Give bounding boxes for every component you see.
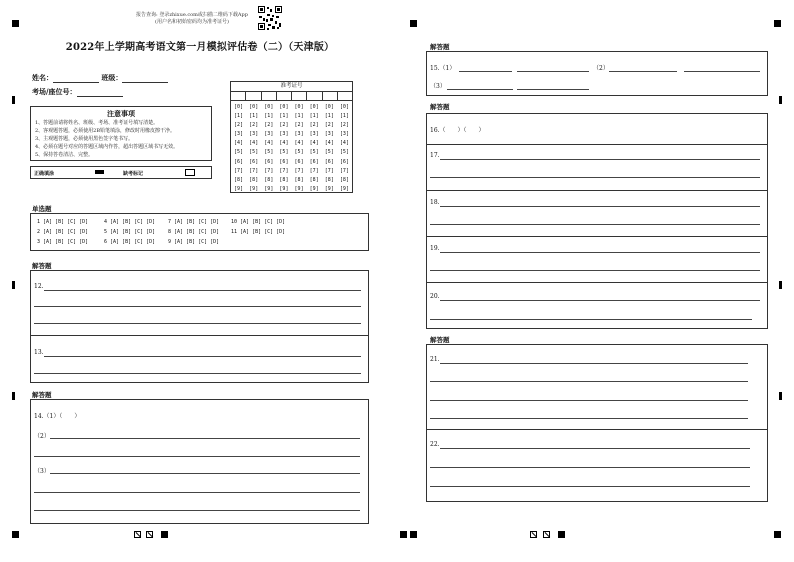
admission-digit-bubble[interactable]: [0] <box>234 104 244 110</box>
admission-digit-bubble[interactable]: [8] <box>249 176 259 183</box>
admission-digit-bubble[interactable]: [0] <box>294 104 304 110</box>
answer-line[interactable] <box>34 456 360 457</box>
admission-digit-column <box>279 103 288 194</box>
admission-digit-bubble[interactable]: [3] <box>264 131 274 138</box>
single-choice-box <box>30 213 369 251</box>
admission-digit-bubble[interactable]: [6] <box>234 158 244 165</box>
notes-title: 注意事项 <box>107 109 135 118</box>
admission-digit-bubble[interactable]: [1] <box>324 113 334 120</box>
corner-mark-bl <box>12 531 19 538</box>
mc-question-5[interactable]: 5 [A] [B] [C] [D] <box>104 229 156 235</box>
admission-digit-bubble[interactable]: [7] <box>324 167 334 174</box>
question-20-label: 20. <box>430 293 440 300</box>
admission-digit-bubble[interactable]: [1] <box>264 113 274 120</box>
mc-question-4[interactable]: 4 [A] [B] [C] [D] <box>104 219 156 225</box>
admission-digit-bubble[interactable]: [4] <box>279 140 289 147</box>
admission-digit-bubble[interactable]: [2] <box>339 122 349 129</box>
answer-line[interactable] <box>440 300 760 301</box>
page-mark-right-3 <box>558 531 565 538</box>
admission-digit-bubble[interactable]: [7] <box>234 167 244 174</box>
legend-box <box>30 166 212 179</box>
answer-line[interactable] <box>50 438 360 439</box>
answer-box-14 <box>30 399 369 524</box>
answer-line[interactable] <box>459 71 512 72</box>
section-answer-r3: 解答题 <box>430 336 450 344</box>
admission-digit-column <box>340 103 349 194</box>
section-answer-1: 解答题 <box>32 262 52 270</box>
admission-digit-bubble[interactable]: [8] <box>309 176 319 183</box>
admission-digit-bubble[interactable]: [3] <box>339 131 349 138</box>
admission-digit-bubble[interactable]: [2] <box>324 122 334 129</box>
question-12-label: 12. <box>34 283 44 290</box>
admission-digit-bubble[interactable]: [3] <box>234 131 244 138</box>
qr-code <box>257 5 283 31</box>
answer-line[interactable] <box>430 486 750 487</box>
absent-mark-checkbox[interactable] <box>185 169 195 176</box>
admission-digit-bubble[interactable]: [0] <box>324 104 334 110</box>
admission-digit-bubble[interactable]: [9] <box>339 185 349 192</box>
admission-digit-column <box>234 103 243 194</box>
answer-line[interactable] <box>430 418 748 419</box>
admission-digit-bubble[interactable]: [3] <box>294 131 304 138</box>
question-14-3-label: （3） <box>34 468 50 475</box>
question-22-label: 22. <box>430 441 440 448</box>
admission-digit-bubble[interactable]: [5] <box>249 149 259 156</box>
admission-digit-bubble[interactable]: [7] <box>279 167 289 174</box>
admission-digit-bubble[interactable]: [3] <box>309 131 319 138</box>
answer-box-13 <box>30 335 369 383</box>
report-note-line2: (用户名和初始密码均为准考证号) <box>155 19 229 25</box>
answer-line[interactable] <box>447 89 513 90</box>
admission-digit-column <box>249 103 258 194</box>
admission-digit-bubble[interactable]: [0] <box>279 104 289 110</box>
admission-digit-bubble[interactable]: [1] <box>279 113 289 120</box>
admission-digit-bubble[interactable]: [8] <box>324 176 334 183</box>
admission-digit-bubble[interactable]: [2] <box>264 122 274 129</box>
admission-digit-bubble[interactable]: [6] <box>294 158 304 165</box>
admission-digit-bubble[interactable]: [9] <box>249 185 259 192</box>
notes-box <box>30 106 212 161</box>
corner-mark-tr <box>774 20 781 27</box>
answer-line[interactable] <box>440 448 750 449</box>
answer-line[interactable] <box>430 381 748 382</box>
absent-mark-label: 缺考标记 <box>123 171 144 177</box>
room-row <box>32 87 123 97</box>
room-label: 考场/座位号： <box>32 87 77 96</box>
admission-digit-bubble[interactable]: [0] <box>339 104 349 110</box>
admission-digit-bubble[interactable]: [4] <box>309 140 319 147</box>
page-mark-left-3 <box>161 531 168 538</box>
section-answer-2: 解答题 <box>32 391 52 399</box>
answer-line[interactable] <box>517 71 589 72</box>
answer-box-15 <box>426 51 768 96</box>
admission-digit-bubble[interactable]: [0] <box>264 104 274 110</box>
mc-question-2[interactable]: 2 [A] [B] [C] [D] <box>37 229 89 235</box>
admission-digit-bubble[interactable]: [9] <box>324 185 334 192</box>
page-mark-right-2 <box>543 531 550 538</box>
question-16-label: 16.（ ）（ ） <box>430 127 485 134</box>
admission-digit-column <box>295 103 304 194</box>
admission-digit-bubble[interactable]: [6] <box>324 158 334 165</box>
side-mark-5 <box>779 281 782 289</box>
answer-box-22 <box>426 429 768 502</box>
answer-line[interactable] <box>34 323 361 324</box>
question-13-label: 13. <box>34 349 44 356</box>
mc-question-6[interactable]: 6 [A] [B] [C] [D] <box>104 239 156 245</box>
answer-line[interactable] <box>517 89 589 90</box>
side-mark-4 <box>779 96 782 104</box>
answer-line[interactable] <box>34 492 360 493</box>
admission-digit-bubble[interactable]: [9] <box>264 185 274 192</box>
side-mark-3 <box>12 392 15 400</box>
section-answer-r1: 解答题 <box>430 43 450 51</box>
admission-digit-bubble[interactable]: [9] <box>294 185 304 192</box>
admission-digit-bubble[interactable]: [2] <box>309 122 319 129</box>
admission-digit-bubble[interactable]: [7] <box>249 167 259 174</box>
question-21-label: 21. <box>430 356 440 363</box>
admission-digit-bubble[interactable]: [9] <box>279 185 289 192</box>
note-line: 2、客观题答题，必须使用2B铅笔填涂，修改时用橡皮擦干净。 <box>35 128 176 134</box>
admission-digit-bubble[interactable]: [1] <box>234 113 244 120</box>
note-line: 4、必须在题号对应的答题区域内作答，超出答题区域书写无效。 <box>35 144 179 150</box>
answer-line[interactable] <box>34 373 361 374</box>
admission-digit-bubble[interactable]: [5] <box>294 149 304 156</box>
admission-digit-bubble[interactable]: [8] <box>234 176 244 183</box>
side-mark-1 <box>12 96 15 104</box>
page-mark-left-2 <box>146 531 153 538</box>
answer-line[interactable] <box>440 159 760 160</box>
question-15-3-label: （3） <box>430 83 446 90</box>
admission-digit-bubble[interactable]: [8] <box>264 176 274 183</box>
admission-digit-bubble[interactable]: [7] <box>294 167 304 174</box>
admission-digit-bubble[interactable]: [2] <box>294 122 304 129</box>
mc-question-8[interactable]: 8 [A] [B] [C] [D] <box>168 229 220 235</box>
answer-line[interactable] <box>430 177 760 178</box>
center-mark-right-bottom <box>410 531 417 538</box>
mc-question-3[interactable]: 3 [A] [B] [C] [D] <box>37 239 89 245</box>
answer-line[interactable] <box>430 270 760 271</box>
answer-line[interactable] <box>440 252 760 253</box>
answer-box-17 <box>426 144 768 191</box>
answer-line[interactable] <box>44 356 361 357</box>
answer-line[interactable] <box>34 306 361 307</box>
question-14-2-label: （2） <box>34 433 50 440</box>
answer-line[interactable] <box>44 290 361 291</box>
exam-title: 2022年上学期高考语文第一月模拟评估卷（二）（天津版） <box>65 42 335 53</box>
admission-digit-bubble[interactable]: [4] <box>249 140 259 147</box>
admission-digit-bubble[interactable]: [6] <box>264 158 274 165</box>
section-answer-r2: 解答题 <box>430 103 450 111</box>
answer-box-16 <box>426 113 768 145</box>
admission-digit-bubble[interactable]: [0] <box>309 104 319 110</box>
admission-digit-column <box>264 103 273 194</box>
question-17-label: 17. <box>430 152 440 159</box>
side-mark-6 <box>779 392 782 400</box>
admission-digit-bubble[interactable]: [5] <box>339 149 349 156</box>
page-mark-left-1 <box>134 531 141 538</box>
admission-digit-bubble[interactable]: [0] <box>249 104 259 110</box>
admission-digit-bubble[interactable]: [5] <box>309 149 319 156</box>
class-field[interactable] <box>122 75 168 83</box>
answer-box-19 <box>426 236 768 283</box>
report-note-line1: 报告查询: 登录zhixue.com或扫描二维码下载App <box>136 12 248 18</box>
admission-digit-bubble[interactable]: [6] <box>249 158 259 165</box>
center-mark-right <box>410 20 417 27</box>
answer-line[interactable] <box>34 510 360 511</box>
page-mark-right-1 <box>530 531 537 538</box>
admission-digit-bubble[interactable]: [3] <box>279 131 289 138</box>
question-15-2-label: （2） <box>593 65 609 72</box>
side-mark-2 <box>12 281 15 289</box>
admission-digit-bubble[interactable]: [4] <box>264 140 274 147</box>
admission-digit-bubble[interactable]: [5] <box>324 149 334 156</box>
admission-digit-bubble[interactable]: [4] <box>339 140 349 147</box>
answer-line[interactable] <box>430 319 752 320</box>
answer-box-12 <box>30 270 369 336</box>
admission-digit-bubble[interactable]: [3] <box>249 131 259 138</box>
room-field[interactable] <box>77 89 123 97</box>
admission-number-box <box>230 81 353 193</box>
admission-digit-bubble[interactable]: [1] <box>339 113 349 120</box>
answer-box-18 <box>426 190 768 237</box>
mc-question-11[interactable]: 11 [A] [B] [C] [D] <box>231 229 286 235</box>
question-14-label: 14.（1）（ ） <box>34 413 81 420</box>
question-15-1-label: 15.（1） <box>430 65 456 72</box>
admission-digit-bubble[interactable]: [5] <box>234 149 244 156</box>
admission-digit-column <box>325 103 334 194</box>
admission-digit-bubble[interactable]: [8] <box>339 176 349 183</box>
correct-fill-label: 正确填涂 <box>34 171 55 177</box>
admission-digit-bubble[interactable]: [2] <box>249 122 259 129</box>
note-line: 3、主观题答题，必须使用黑色签字笔书写。 <box>35 136 134 142</box>
answer-line[interactable] <box>440 206 760 207</box>
admission-digit-bubble[interactable]: [1] <box>249 113 259 120</box>
corner-mark-br <box>774 531 781 538</box>
admission-digit-bubble[interactable]: [2] <box>279 122 289 129</box>
admission-digit-bubble[interactable]: [6] <box>339 158 349 165</box>
corner-mark-tl <box>12 20 19 27</box>
mc-question-10[interactable]: 10 [A] [B] [C] [D] <box>231 219 286 225</box>
class-label: 班级： <box>101 73 123 82</box>
admission-digit-bubble[interactable]: [5] <box>264 149 274 156</box>
answer-line[interactable] <box>50 473 360 474</box>
question-19-label: 19. <box>430 245 440 252</box>
admission-digit-bubble[interactable]: [7] <box>264 167 274 174</box>
answer-line[interactable] <box>684 71 760 72</box>
correct-fill-sample-icon <box>95 170 104 174</box>
admission-digit-grid <box>231 101 352 194</box>
admission-digit-bubble[interactable]: [6] <box>309 158 319 165</box>
name-label: 姓名： <box>32 73 53 82</box>
admission-digit-bubble[interactable]: [7] <box>339 167 349 174</box>
mc-question-7[interactable]: 7 [A] [B] [C] [D] <box>168 219 220 225</box>
note-line: 5、保持答卷清洁、完整。 <box>35 152 94 158</box>
name-field[interactable] <box>53 75 99 83</box>
section-single-choice: 单选题 <box>32 205 52 213</box>
note-line: 1、答题前请将姓名、班级、考场、准考证号填写清楚。 <box>35 120 159 126</box>
answer-line[interactable] <box>430 224 760 225</box>
answer-box-20 <box>426 282 768 329</box>
admission-digit-bubble[interactable]: [1] <box>294 113 304 120</box>
answer-line[interactable] <box>609 71 677 72</box>
admission-digit-bubble[interactable]: [4] <box>294 140 304 147</box>
admission-digit-bubble[interactable]: [2] <box>234 122 244 129</box>
mc-question-1[interactable]: 1 [A] [B] [C] [D] <box>37 219 89 225</box>
admission-digit-bubble[interactable]: [8] <box>294 176 304 183</box>
admission-digit-bubble[interactable]: [6] <box>279 158 289 165</box>
admission-digit-bubble[interactable]: [1] <box>309 113 319 120</box>
center-mark-left <box>400 531 407 538</box>
answer-box-21 <box>426 344 768 430</box>
name-row <box>32 73 168 83</box>
admission-digit-bubble[interactable]: [9] <box>309 185 319 192</box>
admission-digit-bubble[interactable]: [3] <box>324 131 334 138</box>
admission-digit-column <box>310 103 319 194</box>
answer-line[interactable] <box>430 467 750 468</box>
mc-question-9[interactable]: 9 [A] [B] [C] [D] <box>168 239 220 245</box>
report-note <box>112 12 272 26</box>
admission-digit-bubble[interactable]: [7] <box>309 167 319 174</box>
question-18-label: 18. <box>430 199 440 206</box>
admission-digit-bubble[interactable]: [9] <box>234 185 244 192</box>
admission-digit-bubble[interactable]: [8] <box>279 176 289 183</box>
admission-digit-bubble[interactable]: [4] <box>324 140 334 147</box>
admission-number-input-cells[interactable] <box>231 92 352 101</box>
answer-line[interactable] <box>430 400 748 401</box>
answer-line[interactable] <box>440 363 748 364</box>
admission-number-title: 准考证号 <box>231 82 352 92</box>
admission-digit-bubble[interactable]: [4] <box>234 140 244 147</box>
admission-digit-bubble[interactable]: [5] <box>279 149 289 156</box>
